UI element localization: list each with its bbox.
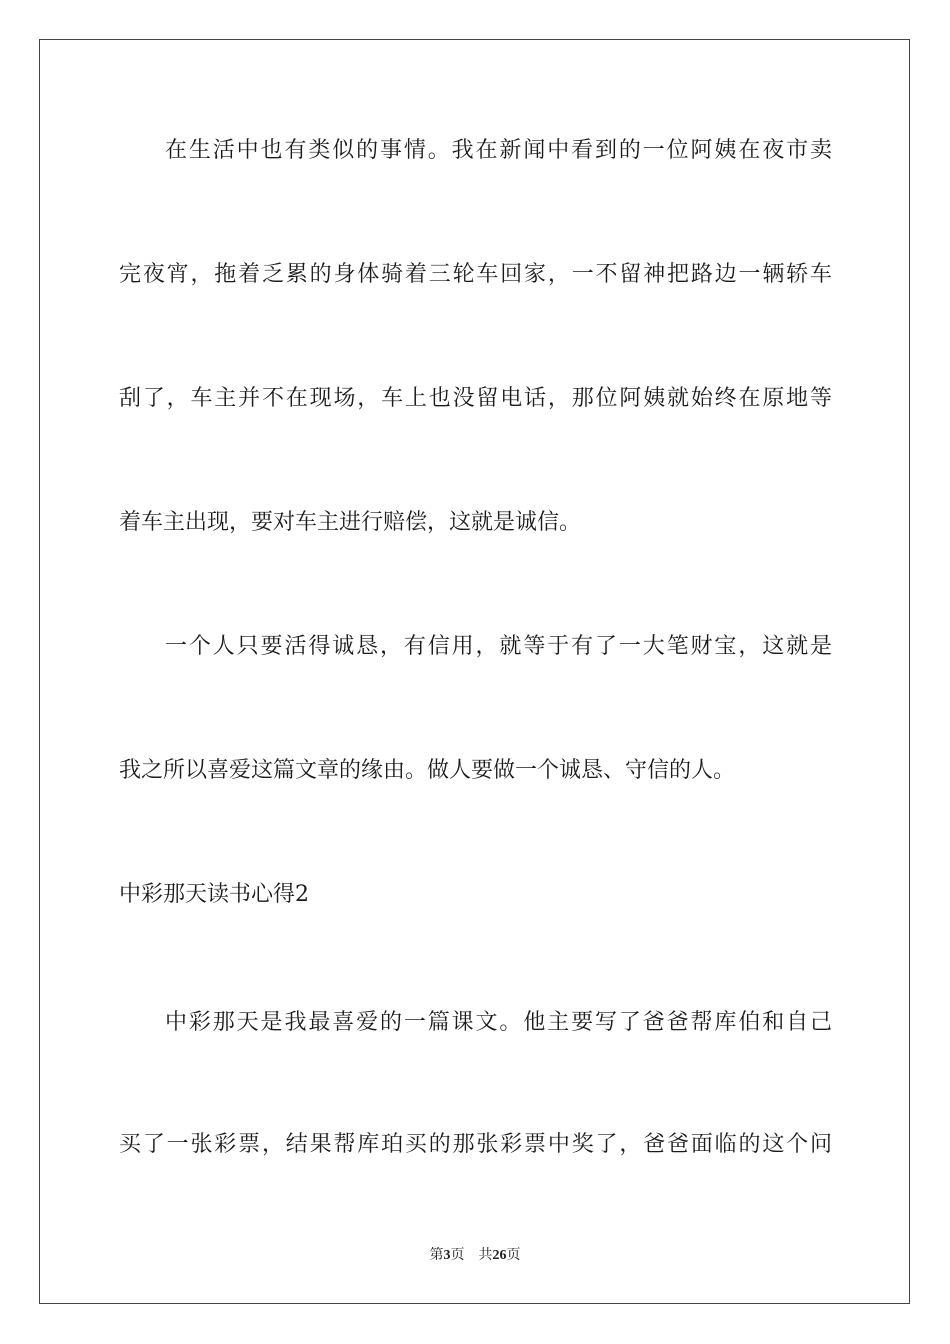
paragraph-3-line-1: 中彩那天是我最喜爱的一篇课文。他主要写了爸爸帮库伯和自己 [165, 1010, 832, 1035]
paragraph-2-line-1: 一个人只要活得诚恳，有信用，就等于有了一大笔财宝，这就是 [165, 634, 832, 659]
paragraph-2-line-2: 我之所以喜爱这篇文章的缘由。做人要做一个诚恳、守信的人。 [119, 758, 736, 783]
page-prefix: 第 [429, 1248, 444, 1263]
total-prefix: 共 [478, 1248, 493, 1263]
paragraph-1-line-1: 在生活中也有类似的事情。我在新闻中看到的一位阿姨在夜市卖 [165, 138, 832, 163]
page-number: 3 [443, 1248, 451, 1263]
paragraph-1-line-4: 着车主出现，要对车主进行赔偿，这就是诚信。 [119, 510, 582, 535]
total-pages: 26 [492, 1248, 507, 1263]
page-suffix: 页 [450, 1248, 465, 1263]
section-heading: 中彩那天读书心得2 [119, 882, 309, 907]
page-footer [0, 1246, 950, 1266]
paragraph-1-line-3: 刮了，车主并不在现场，车上也没留电话，那位阿姨就始终在原地等 [119, 386, 832, 411]
total-suffix: 页 [506, 1248, 521, 1263]
paragraph-1-line-2: 完夜宵，拖着乏累的身体骑着三轮车回家，一不留神把路边一辆轿车 [119, 262, 832, 287]
page-border [39, 39, 910, 1304]
paragraph-3-line-2: 买了一张彩票，结果帮库珀买的那张彩票中奖了，爸爸面临的这个问 [119, 1132, 832, 1157]
